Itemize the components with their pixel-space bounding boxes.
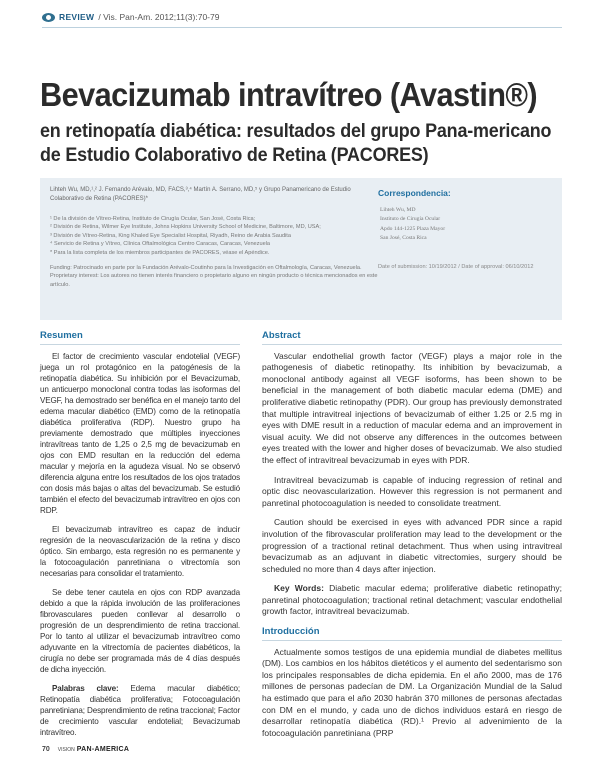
resumen-column <box>40 330 240 746</box>
funding: Funding: Patrocinado en parte por la Fundación Arévalo-Coutinho para la Investigación en Oftalmología, Caracas, Venezuela. <box>50 265 362 271</box>
correspondence-heading: Correspondencia: <box>378 188 451 198</box>
resumen-heading: Resumen <box>40 330 240 345</box>
footer-brand-logo <box>58 746 129 753</box>
authors: Lihteh Wu, MD,¹,² J. Fernando Arévalo, MD, FACS,³,⁴ Martín A. Serrano, MD,⁵ y Grupo Panamericano de Estudio Colaborativo de Retina (PACORES)* <box>50 187 351 202</box>
footer-brand: PAN-AMERICA <box>76 746 130 753</box>
submission-dates: Date of submission: 10/19/2012 / Date of approval: 06/10/2012 <box>378 264 534 270</box>
affiliation: ³ División de Vítreo-Retina, King Khaled Eye Specialist Hospital, Riyadh, Reino de Arabia Saudita <box>50 232 291 239</box>
eye-logo-icon <box>42 13 55 22</box>
keywords-text: Diabetic macular edema; proliferative diabetic retinopathy; panretinal photocoagulation; tractional retinal detachment; vascular endothelial growth factor, intravitreal bevacizumab. <box>262 583 562 617</box>
affiliation: ² División de Retina, Wilmer Eye Institute, Johns Hopkins University School of Medicine, Baltimore, MD, USA; <box>50 224 321 231</box>
proprietary-interest: Proprietary interest: Los autores no tienen interés financiero o propietario alguno en ningún producto o técnica mencionados en este artículo. <box>50 273 378 288</box>
resumen-keywords <box>40 683 240 738</box>
footer-brand-small: VISION <box>57 747 75 753</box>
correspondence-line: Apdo 144-1225 Plaza Mayor <box>380 225 446 232</box>
abstract-paragraph: Vascular endothelial growth factor (VEGF) plays a major role in the pathogenesis of diabetic retinopathy. Its inhibition by bevacizumab, a monoclonal antibody against all VEGF isoforms, has been shown to be beneficial in the management of both diabetic macular edema (DME) and proliferative diabetic retinopathy (PDR). Our group has previously demonstrated that multiple intravitreal injections of bevacizumab of either 1.25 or 2.5 mg in eyes with DME result in a reduction of macular edema and an improvement in visual acuity. We did not observe any differences in the outcomes between eyes treated with the lower and higher doses of bevacizumab. We also studied the effect of intravitreal bevacizumab in eyes with PDR. <box>262 350 563 465</box>
resumen-paragraph: El factor de crecimiento vascular endotelial (VEGF) juega un rol protagónico en la patogénesis de la retinopatía diabética. Su inhibición por el Bevacizumab, un anticuerpo monoclonal contra todas las isoformas del VEGF, ha demostrado ser benéfica en el manejo tanto del edema macular diabético (EMD) como de la retinopatía diabética proliferativa (RDP). Nuestro grupo ha previamente demostrado que múltiples inyecciones intravítreas tanto de 1,25 o 2,5 mg de bevacizumab en ojos con EMD resultan en la reducción del edema macular y mejoría en la agudeza visual. No se observó diferencia alguna entre los resultados de los ojos tratados con dosis más bajas o altas del bevacizumab. Se estudió también el efecto del bevacizumab intravítreo en ojos con RDP. <box>40 351 240 515</box>
article-title: Bevacizumab intravítreo (Avastin®) <box>40 76 538 113</box>
abstract-column <box>262 330 562 747</box>
header-citation: / Vis. Pan-Am. 2012;11(3):70-79 <box>98 12 220 22</box>
correspondence-address <box>380 206 445 244</box>
abstract-heading: Abstract <box>262 330 562 345</box>
abstract-keywords <box>262 583 562 618</box>
funding-block <box>50 264 380 289</box>
resumen-paragraph: El bevacizumab intravítreo es capaz de inducir regresión de la neovascularización de la retina y disco óptico. Sin embargo, esta regresión no es permanente y la fotocoagulación panretiniana o vitrectomía son necesarias para consolidar el tratamiento. <box>40 524 240 578</box>
affiliation: ¹ De la división de Vítreo-Retina, Instituto de Cirugía Ocular, San José, Costa Rica; <box>50 216 256 222</box>
page-number: 70 <box>42 746 50 753</box>
affiliation: * Para la lista completa de los miembros participantes de PACORES, véase el Apéndice. <box>50 249 270 256</box>
keywords-label: Key Words: <box>274 583 324 594</box>
article-subtitle: en retinopatía diabética: resultados del grupo Pana-mericano de Estudio Colaborativo de Retina (PACORES) <box>40 120 552 166</box>
affiliations <box>50 215 370 257</box>
header-rule <box>42 27 562 28</box>
keywords-text: Edema macular diabético; Retinopatía diabética proliferativa; Fotocoagulación panretiniana; Desprendimiento de retina traccional; Factor de crecimiento vascular endotelial; Bevacizumab intravítreo. <box>40 683 240 737</box>
abstract-paragraph: Caution should be exercised in eyes with advanced PDR since a rapid involution of the fibrovascular proliferation may lead to the development or the progression of a tractional retinal detachment. Thus when using intravitreal bevacizumab as an adjuvant in diabetic vitrectomies, surgery should be scheduled no more than 4 days after injection. <box>262 517 562 574</box>
keywords-label: Palabras clave: <box>52 683 119 693</box>
introduccion-paragraph: Actualmente somos testigos de una epidemia mundial de diabetes mellitus (DM). Los cambios en los hábitos dietéticos y el aumento del sedentarismo son los principales responsables de dicha epidemia. En el año 2000, mas de 176 millones de personas padecían de DM. La Organización Mundial de la Salud ha estimado que para el año 2030 habrán 370 millones de personas afectadas con DM en el mundo, y cada uno de dichos individuos estará en riesgo de desarrollar retinopatía diabética (RD).¹ Previo al advenimiento de la fotocoagulación panretiniana (PRP <box>262 646 562 738</box>
correspondence-line: San José, Costa Rica <box>380 235 427 242</box>
author-info-box <box>40 178 562 320</box>
introduccion-heading: Introducción <box>262 626 562 641</box>
header-section: REVIEW <box>59 12 95 22</box>
resumen-paragraph: Se debe tener cautela en ojos con RDP avanzada debido a que la rápida involución de las proliferaciones fibrovasculares pueden conllevar al desarrollo o progresión de un desprendimiento de retina traccional. Por lo tanto al utilizar el bevacizumab intravítreo como adyuvante en la vitrectomía de pacientes diabéticos, la cirugía no debe ser programada más de 4 días después de dicha inyección. <box>40 587 240 674</box>
affiliation: ⁴ Servicio de Retina y Vítreo, Clínica Oftalmológica Centro Caracas, Caracas, Venezuela <box>50 241 271 248</box>
abstract-paragraph: Intravitreal bevacizumab is capable of inducing regression of retinal and optic disc neovascularization. However this regression is not permanent and panretinal photocoagulation is needed to consolidate treatment. <box>262 474 562 508</box>
correspondence-line: Instituto de Cirugía Ocular <box>380 216 441 223</box>
running-header <box>42 12 219 22</box>
correspondence-line: Lihteh Wu, MD <box>380 207 416 213</box>
page-footer <box>42 746 129 753</box>
